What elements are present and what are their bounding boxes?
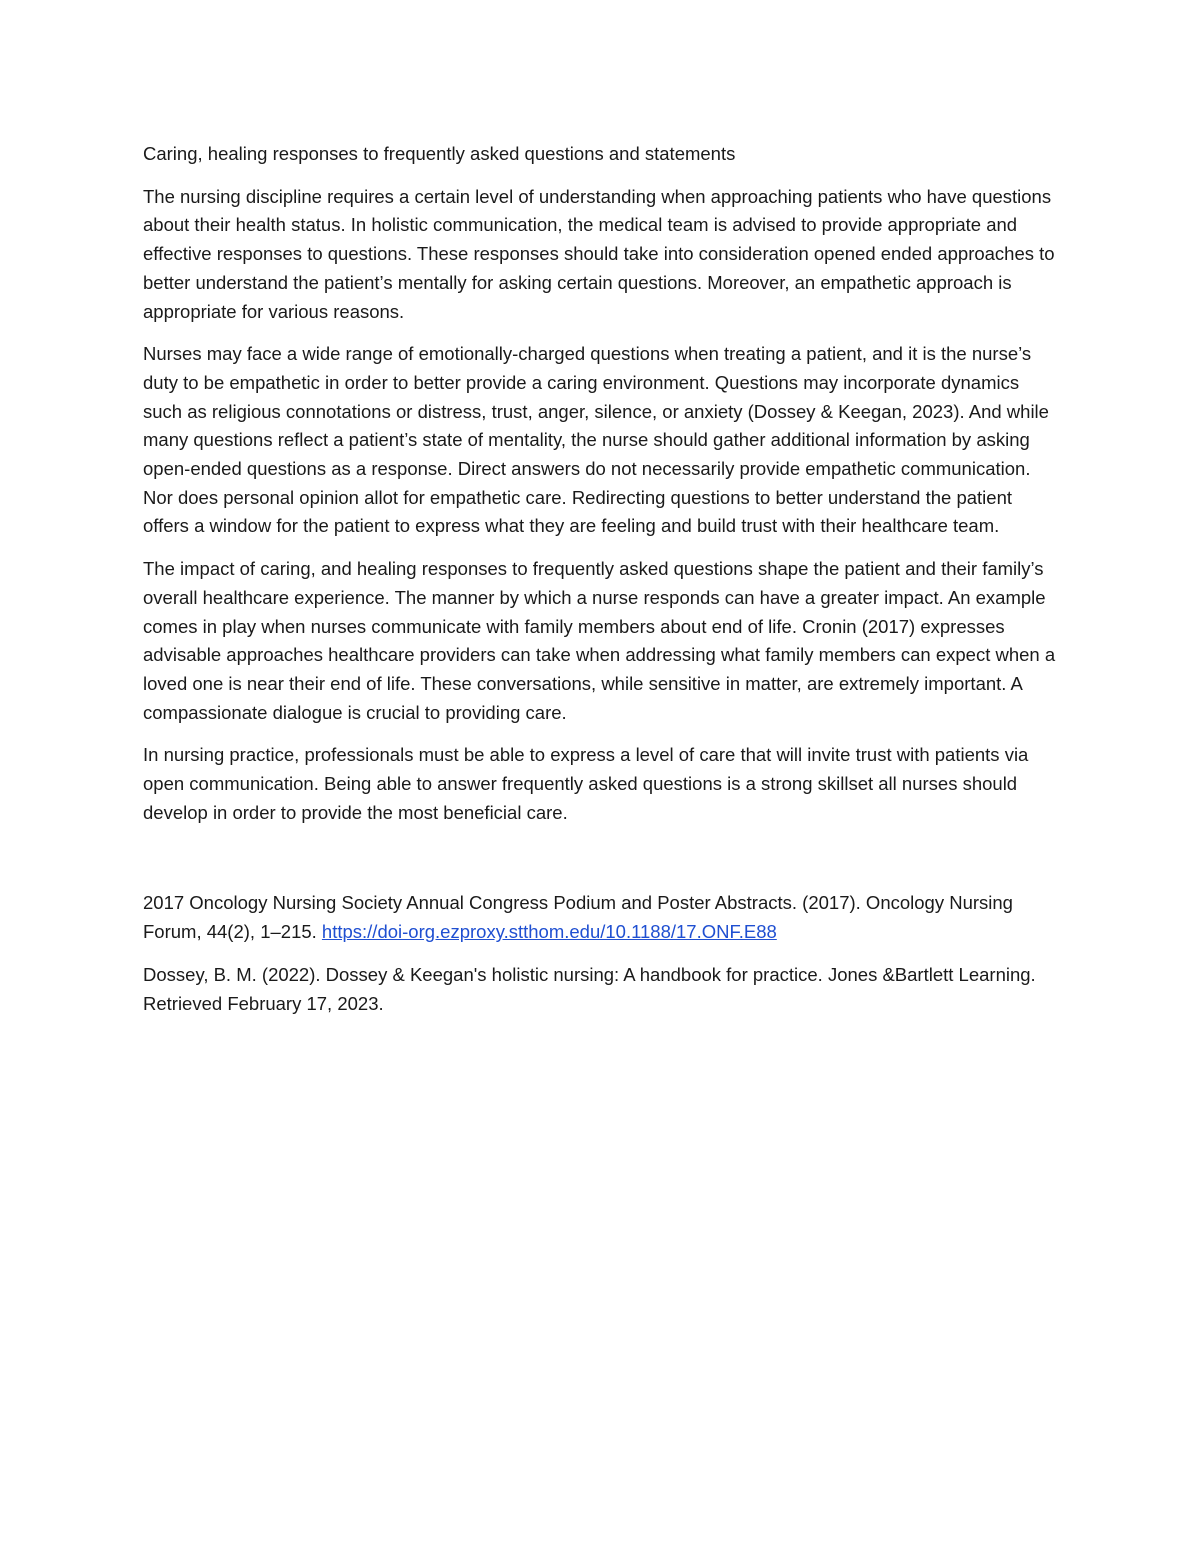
- references-section: [143, 889, 1063, 1018]
- reference-item: [143, 889, 1063, 946]
- document-body: [143, 140, 1063, 1032]
- paragraph-impact: The impact of caring, and healing responses to frequently asked questions shape the patient and their family’s overall healthcare experience. The manner by which a nurse responds can have a greater impact. An example comes in play when nurses communicate with family members about end of life. Cronin (2017) expresses advisable approaches healthcare providers can take when addressing what family members can expect when a loved one is near their end of life. These conversations, while sensitive in matter, are extremely important. A compassionate dialogue is crucial to providing care.: [143, 558, 1056, 723]
- paragraph-conclusion: In nursing practice, professionals must be able to express a level of care that will invite trust with patients via open communication. Being able to answer frequently asked questions is a strong skillset all nurses should develop in order to provide the most beneficial care.: [143, 744, 1029, 823]
- document-title: Caring, healing responses to frequently asked questions and statements: [143, 143, 736, 164]
- reference-item: [143, 961, 1063, 1018]
- paragraph-emotional-questions: Nurses may face a wide range of emotionally-charged questions when treating a patient, and it is the nurse’s duty to be empathetic in order to better provide a caring environment. Questions may incorporate dynamics such as religious connotations or distress, trust, anger, silence, or anxiety (Dossey & Keegan, 2023). And while many questions reflect a patient’s state of mentality, the nurse should gather additional information by asking open-ended questions as a response. Direct answers do not necessarily provide empathetic communication. Nor does personal opinion allot for empathetic care. Redirecting questions to better understand the patient offers a window for the patient to express what they are feeling and build trust with their healthcare team.: [143, 343, 1049, 537]
- reference-text: Dossey, B. M. (2022). Dossey & Keegan's holistic nursing: A handbook for practice. Jones &Bartlett Learning. Retrieved February 17, 2023.: [143, 963, 1036, 1014]
- paragraph-intro: The nursing discipline requires a certain level of understanding when approaching patients who have questions about their health status. In holistic communication, the medical team is advised to provide appropriate and effective responses to questions. These responses should take into consideration opened ended approaches to better understand the patient’s mentally for asking certain questions. Moreover, an empathetic approach is appropriate for various reasons.: [143, 185, 1055, 322]
- reference-text: 2017 Oncology Nursing Society Annual Congress Podium and Poster Abstracts. (2017). Oncology Nursing Forum, 44(2), 1–215.: [143, 892, 1013, 943]
- reference-doi-link[interactable]: https://doi-org.ezproxy.stthom.edu/10.1188/17.ONF.E88: [321, 921, 777, 943]
